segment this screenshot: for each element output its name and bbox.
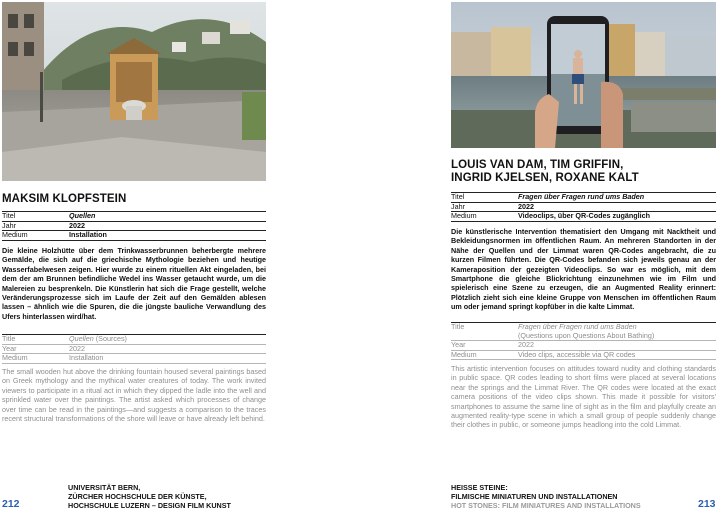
meta-value-translation: (Questions upon Questions About Bathing): [518, 330, 655, 340]
body-text-en: The small wooden hut above the drinking fountain housed several paintings based on Greek mythology and the mythical water creatures of today. The work invited viewers to participate in a ritual act in which they dipped the ladle into the well and sprinkled water over the paintings. The artist asked which processes of change over time can be read in the paintings—and suggests a comparison to the traces recent structural transformations of the shore will leave or have already left behind.: [2, 367, 266, 424]
meta-row: [2, 335, 266, 345]
meta-value-italic: Quellen: [69, 334, 94, 343]
footer-line: HOCHSCHULE LUZERN – DESIGN FILM KUNST: [68, 501, 231, 511]
artist-line: LOUIS VAN DAM, TIM GRIFFIN,: [451, 159, 624, 171]
footer-line: ZÜRCHER HOCHSCHULE DER KÜNSTE,: [68, 492, 207, 502]
right-page: [360, 0, 720, 511]
meta-table-en: [451, 322, 716, 360]
meta-label: Title: [451, 323, 518, 341]
meta-table-de: [451, 192, 716, 222]
meta-row: [451, 193, 716, 203]
meta-table-en: [2, 334, 266, 364]
meta-value: 2022: [69, 221, 266, 231]
meta-label: Medium: [451, 212, 518, 222]
meta-row: [451, 212, 716, 222]
footer-line: HEISSE STEINE:: [451, 483, 508, 492]
meta-row: [2, 231, 266, 241]
meta-label: Year: [451, 341, 518, 351]
meta-value: [518, 323, 716, 341]
meta-row: [451, 323, 716, 341]
photo-smartphone-river: [451, 2, 716, 148]
meta-label: Titel: [2, 212, 69, 222]
meta-value: Fragen über Fragen rund ums Baden: [518, 193, 716, 203]
meta-row: [451, 341, 716, 351]
meta-value-italic: Fragen über Fragen rund ums Baden: [518, 322, 637, 331]
meta-row: [2, 221, 266, 231]
meta-value: Installation: [69, 231, 266, 241]
meta-value: 2022: [518, 202, 716, 212]
footer-line-english: HOT STONES: FILM MINIATURES AND INSTALLATIONS: [451, 501, 641, 511]
meta-value: 2022: [518, 341, 716, 351]
footer-publication: [451, 483, 681, 511]
artist-line: INGRID KJELSEN, ROXANE KALT: [451, 172, 639, 184]
meta-value: Quellen: [69, 212, 266, 222]
footer-line: UNIVERSITÄT BERN,: [68, 483, 141, 492]
meta-value: Installation: [69, 354, 266, 364]
meta-row: [451, 350, 716, 360]
meta-label: Jahr: [2, 221, 69, 231]
artist-names: [451, 159, 716, 185]
meta-label: Year: [2, 344, 69, 354]
meta-value: Videoclips, über QR-Codes zugänglich: [518, 212, 716, 222]
smartphone-filming-river-icon: [451, 2, 716, 148]
footer-institution: [68, 483, 268, 511]
body-text-en: This artistic intervention focuses on attitudes toward nudity and clothing standards in public space. QR codes leading to short films were placed at several locations near the springs and the Limmat River. The QR codes were located at the exact camera positions of the video clips shown. This made it possible for visitors' smartphones to assume the same line of sight as in the film and playfully create an augmented reality-type scene in which a small group of people suddenly change their clothes in public, or someone jumps headlong into the cold Limmat.: [451, 364, 716, 430]
wooden-hut-by-river-icon: [2, 2, 266, 181]
body-text-de: Die kleine Holzhütte über dem Trinkwasserbrunnen beherbergte mehrere Gemälde, die sich auf die griechische Mythologie beziehen und heutige Wasserfabelwesen zeigen. Hier wurde zu einem rituellen Akt eingeladen, bei dem der am Brunnen befindliche Wedel ins Wasser getaucht wurde, um die Malereien zu besprenkeln. Die Künstlerin hat sich die Frage gestellt, welche Veränderungsprozesse sich im Laufe der Zeit auf den Gemälden ablesen lassen – ähnlich wie die Spuren, die die jüngste bauliche Verwandlung des Ufers hinterlassen wird/hat.: [2, 246, 266, 321]
meta-value: [69, 335, 266, 345]
meta-label: Medium: [2, 354, 69, 364]
page-number: 213: [698, 498, 716, 510]
meta-value-suffix: (Sources): [93, 334, 127, 343]
meta-row: [2, 354, 266, 364]
photo-wooden-hut: [2, 2, 266, 181]
meta-label: Jahr: [451, 202, 518, 212]
meta-label: Medium: [451, 350, 518, 360]
meta-value: 2022: [69, 344, 266, 354]
page-number: 212: [2, 498, 20, 510]
meta-label: Title: [2, 335, 69, 345]
meta-value: Video clips, accessible via QR codes: [518, 350, 716, 360]
meta-row: [2, 212, 266, 222]
artist-name: MAKSIM KLOPFSTEIN: [2, 193, 127, 205]
meta-label: Medium: [2, 231, 69, 241]
footer-line: FILMISCHE MINIATUREN UND INSTALLATIONEN: [451, 492, 618, 502]
meta-table-de: [2, 211, 266, 241]
meta-label: Titel: [451, 193, 518, 203]
body-text-de: Die künstlerische Intervention thematisiert den Umgang mit Nacktheit und Bekleidungsnormen im öffentlichen Raum. An mehreren Standorten in der Nähe der Quellen und der Limmat waren QR-Codes angebracht, die zu kurzen Filmen führten. Die QR-Codes befanden sich jeweils genau an der Kameraposition der gezeigten Videoclips. So war es möglich, mit dem Smartphone die gleiche Blickrichtung einzunehmen wie im Film und spielerisch eine Szene zu erzeugen, die an Augmented Reality erinnert: Plötzlich zieht sich eine kleine Gruppe von Menschen im öffentlichen Raum um oder jemand springt kopfüber in die kalte Limmat.: [451, 227, 716, 312]
meta-row: [2, 344, 266, 354]
